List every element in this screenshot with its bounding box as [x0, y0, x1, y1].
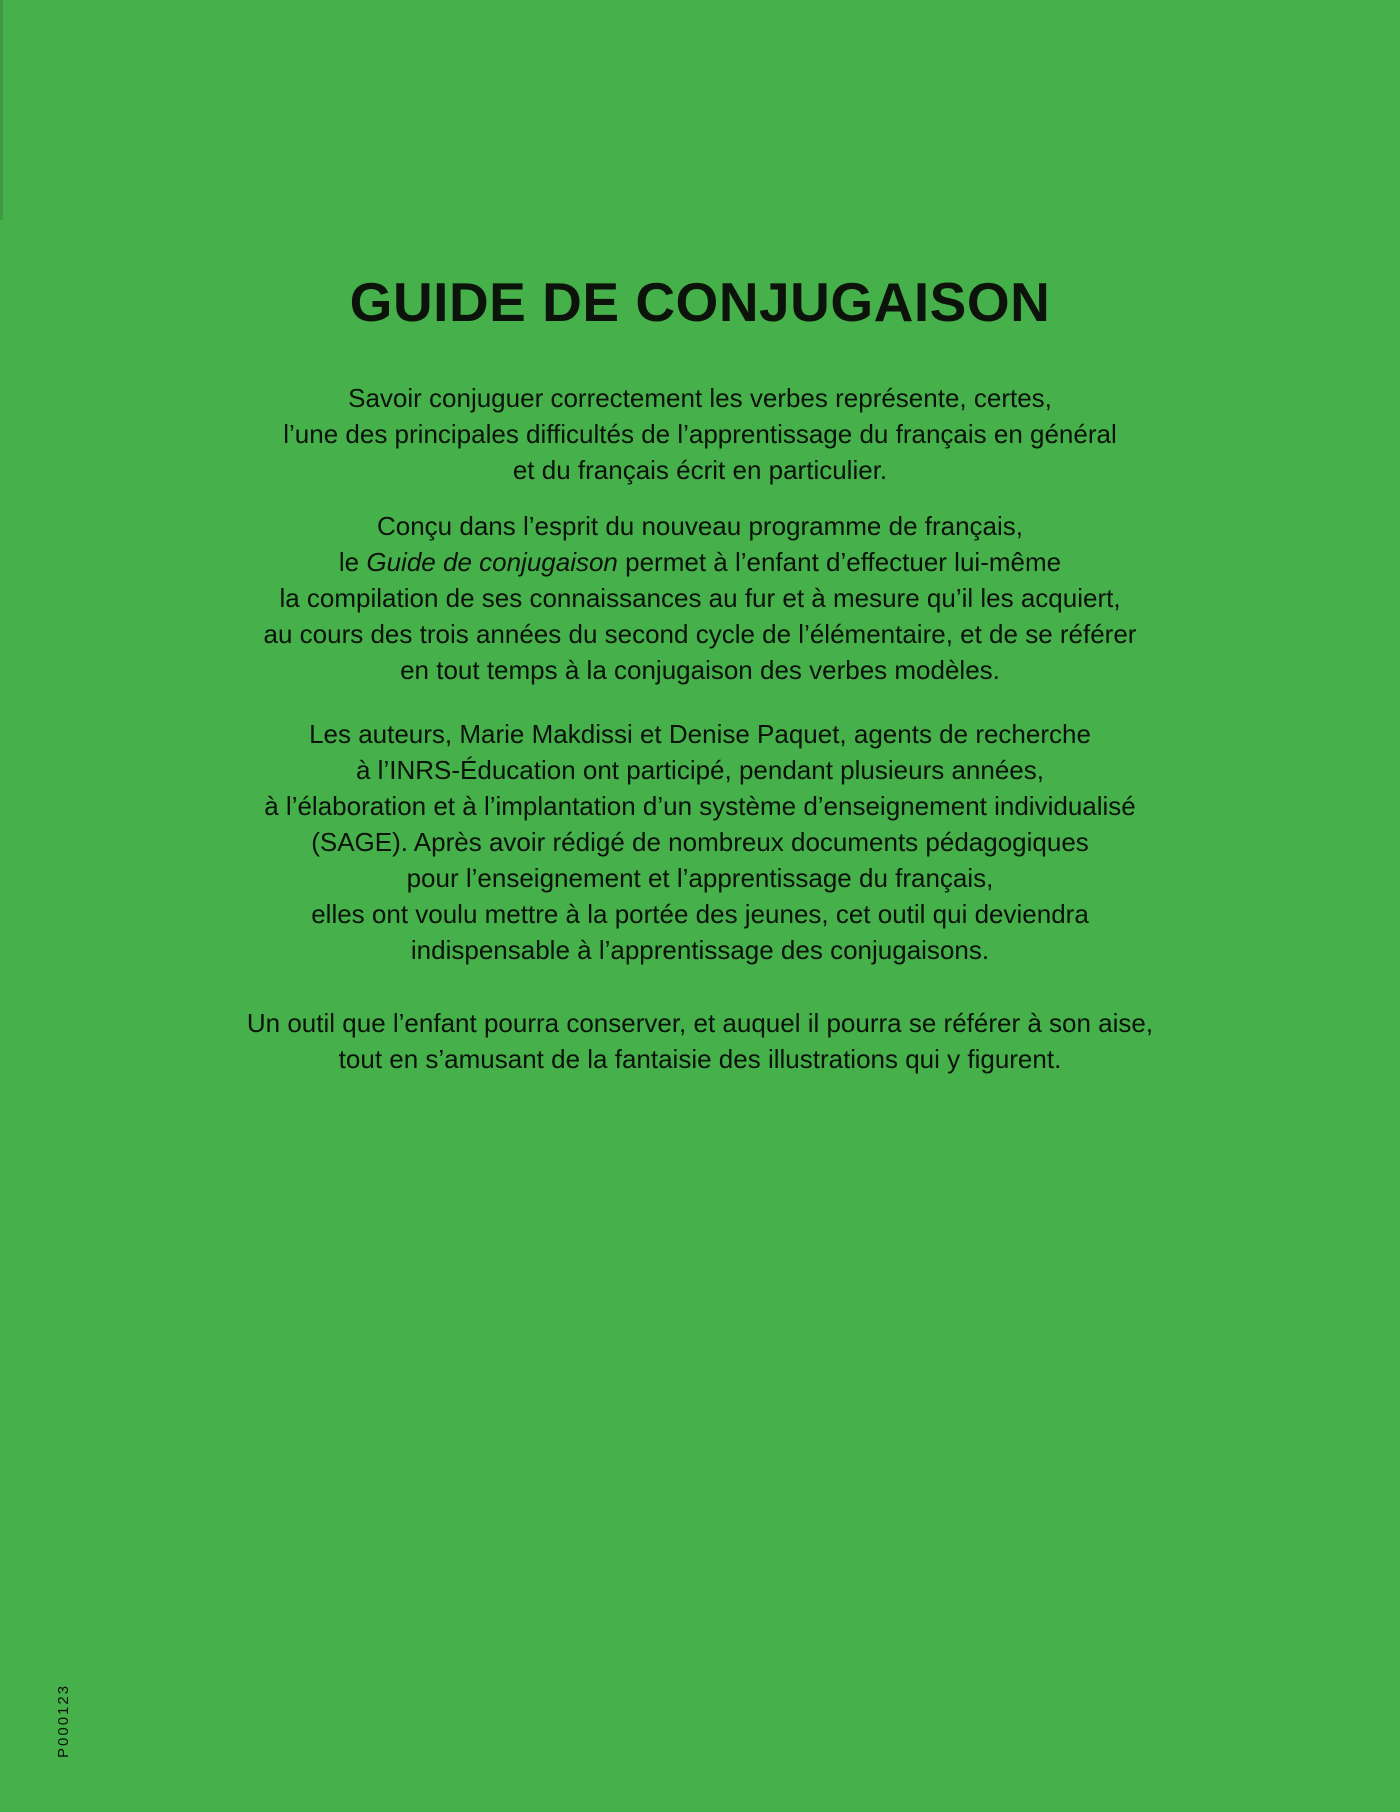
paragraph-line: Savoir conjuguer correctement les verbes représente, certes, — [348, 383, 1052, 413]
paragraph-line: Conçu dans l’esprit du nouveau programme de français, — [376, 511, 1024, 541]
paragraph-line: elles ont voulu mettre à la portée des jeunes, cet outil qui deviendra — [311, 899, 1089, 929]
paragraph-line: et du français écrit en particulier. — [512, 455, 888, 485]
paragraph-line: en tout temps à la conjugaison des verbes modèles. — [400, 655, 1000, 685]
paragraph-line: au cours des trois années du second cycle de l’élémentaire, et de se référer — [263, 619, 1137, 649]
cover-edge-shadow — [0, 0, 3, 220]
italic-book-title: Guide de conjugaison — [366, 547, 618, 577]
paragraph-line: Un outil que l’enfant pourra conserver, et auquel il pourra se référer à son aise, — [246, 1008, 1154, 1038]
line-prefix: le — [338, 547, 367, 577]
paragraph-line: à l’élaboration et à l’implantation d’un système d’enseignement individualisé — [264, 791, 1136, 821]
paragraph-line: pour l’enseignement et l’apprentissage du français, — [406, 863, 994, 893]
paragraph-line-with-italic-title — [0, 544, 1400, 580]
book-title: GUIDE DE CONJUGAISON — [349, 270, 1051, 333]
paragraph-line: la compilation de ses connaissances au fur et à mesure qu’il les acquiert, — [279, 583, 1121, 613]
paragraph-closing — [0, 1005, 1400, 1077]
paragraph-guide-description — [0, 508, 1400, 688]
line-suffix: permet à l’enfant d’effectuer lui-même — [617, 547, 1062, 577]
product-code: P000123 — [55, 1683, 72, 1758]
paragraph-line: à l’INRS-Éducation ont participé, pendant plusieurs années, — [356, 755, 1044, 785]
paragraph-line: (SAGE). Après avoir rédigé de nombreux documents pédagogiques — [311, 827, 1089, 857]
paragraph-line: Les auteurs, Marie Makdissi et Denise Paquet, agents de recherche — [309, 719, 1091, 749]
paragraph-line: l’une des principales difficultés de l’apprentissage du français en général — [283, 419, 1117, 449]
paragraph-authors — [0, 716, 1400, 968]
paragraph-line: indispensable à l’apprentissage des conjugaisons. — [410, 935, 990, 965]
paragraph-intro — [0, 380, 1400, 488]
paragraph-line: tout en s’amusant de la fantaisie des illustrations qui y figurent. — [338, 1044, 1062, 1074]
